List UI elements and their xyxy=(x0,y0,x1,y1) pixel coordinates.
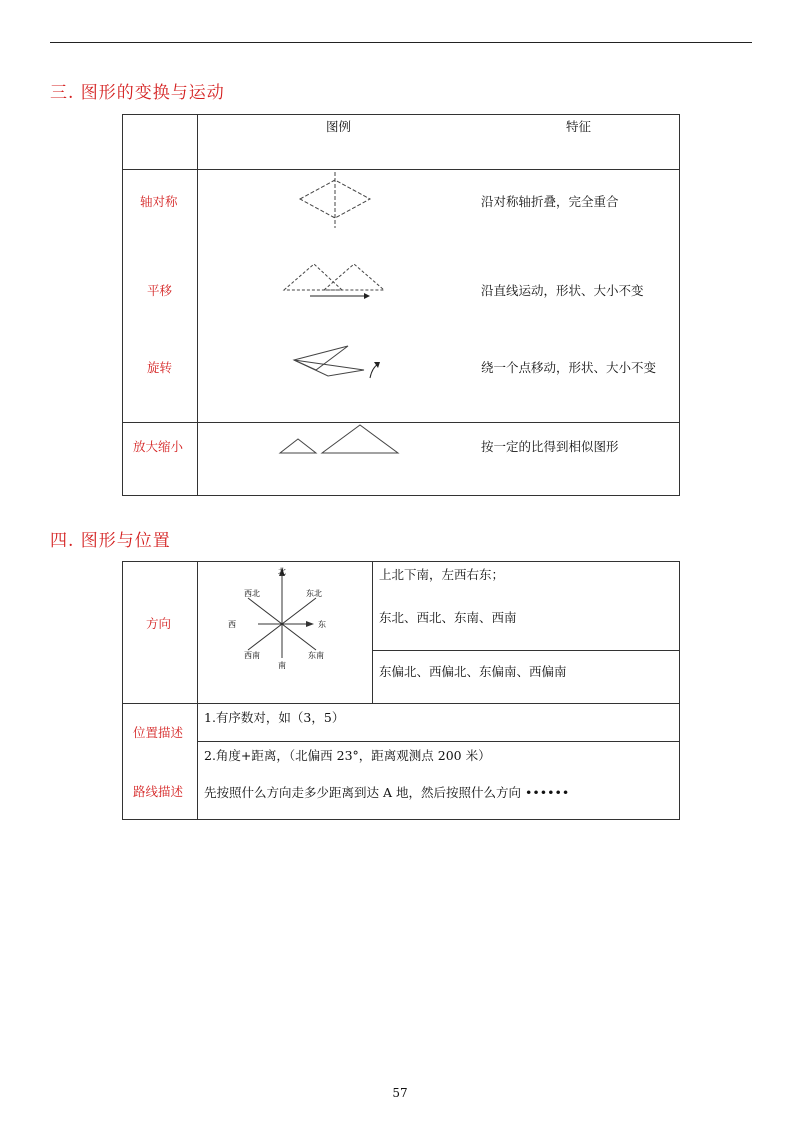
compass-south: 南 xyxy=(278,661,286,670)
position-table xyxy=(122,561,680,820)
compass-northwest: 西北 xyxy=(244,589,260,598)
compass-southeast: 东南 xyxy=(308,651,324,660)
direction-label: 方向 xyxy=(146,616,172,631)
row-name-axial-symmetry: 轴对称 xyxy=(140,194,178,209)
direction-line-3: 东偏北、西偏北、东偏南、西偏南 xyxy=(379,664,567,679)
direction-line-1: 上北下南，左西右东； xyxy=(379,567,505,582)
route-text: 先按照什么方向走多少距离到达 A 地，然后按照什么方向 •••••• xyxy=(204,785,570,800)
header-feature: 特征 xyxy=(566,119,592,134)
compass-northeast: 东北 xyxy=(306,589,322,598)
feature-rotation: 绕一个点移动，形状、大小不变 xyxy=(481,360,657,375)
section-4-title: 四. 图形与位置 xyxy=(50,531,171,551)
row-name-scaling: 放大缩小 xyxy=(133,439,184,454)
transform-table xyxy=(122,114,680,496)
rotation-figure xyxy=(294,346,380,378)
position-item-2: 2.角度+距离，（北偏西 23°，距离观测点 200 米） xyxy=(204,748,491,763)
section-3-title: 三. 图形的变换与运动 xyxy=(50,83,225,103)
compass-north: 北 xyxy=(278,567,286,576)
route-label: 路线描述 xyxy=(133,784,184,799)
compass-west: 西 xyxy=(228,620,236,629)
row-name-rotation: 旋转 xyxy=(147,360,173,375)
position-label: 位置描述 xyxy=(133,725,184,740)
feature-translation: 沿直线运动，形状、大小不变 xyxy=(481,283,644,298)
translation-figure xyxy=(284,264,384,299)
direction-line-2: 东北、西北、东南、西南 xyxy=(379,610,517,625)
position-item-1: 1.有序数对，如（3，5） xyxy=(204,710,345,725)
header-figure: 图例 xyxy=(326,119,352,134)
header-rule xyxy=(50,42,752,43)
compass-diagram xyxy=(198,562,372,702)
feature-axial-symmetry: 沿对称轴折叠，完全重合 xyxy=(481,194,619,209)
row-name-translation: 平移 xyxy=(147,283,173,298)
feature-scaling: 按一定的比得到相似图形 xyxy=(481,439,619,454)
page-number: 57 xyxy=(392,1086,408,1100)
compass-east: 东 xyxy=(318,620,326,629)
compass-southwest: 西南 xyxy=(244,651,260,660)
scaling-figure xyxy=(198,423,438,496)
symmetry-figure xyxy=(300,172,370,228)
